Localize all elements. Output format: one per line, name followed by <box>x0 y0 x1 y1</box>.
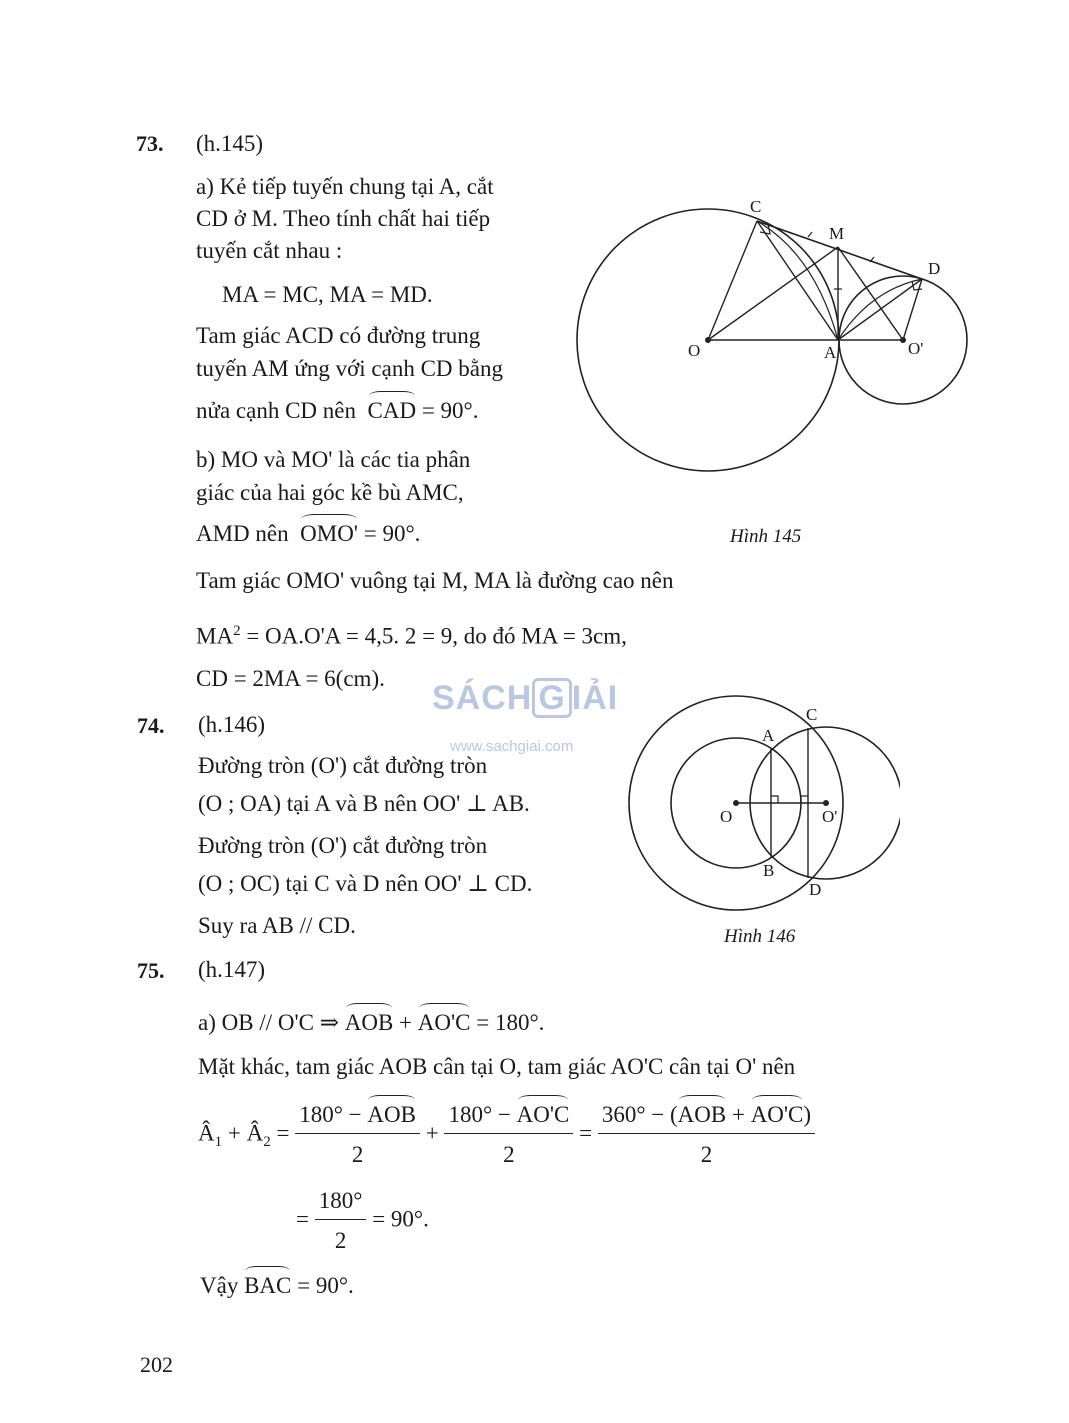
p74-line-1: Đường tròn (O') cắt đường tròn <box>198 753 488 778</box>
p73-a6-value: = 90°. <box>421 398 479 423</box>
p73-line-a3: tuyến cắt nhau : <box>196 238 343 263</box>
p74-line-5: Suy ra AB // CD. <box>198 913 356 938</box>
fig145-label-m: M <box>829 224 845 243</box>
fraction-3-denominator: 2 <box>700 1142 713 1167</box>
p73-c2-ma: MA <box>196 623 234 649</box>
fig146-label-c: C <box>806 705 818 724</box>
fig146-label-o: O <box>720 807 733 826</box>
fraction-plus: + <box>425 1120 439 1146</box>
p75-a-pre: a) OB // O'C ⇒ <box>198 1010 339 1035</box>
fraction-3-angle-aoc: AO'C <box>751 1100 804 1130</box>
watermark-logo-right: IẢI <box>571 679 619 717</box>
fraction-3-num-text: 360° − ( <box>601 1102 678 1127</box>
p75-lhs1: Â <box>198 1120 215 1146</box>
p73-line-c1: Tam giác OMO' vuông tại M, MA là đường cao nên <box>196 568 674 593</box>
p74-line-4: (O ; OC) tại C và D nên OO' ⊥ CD. <box>198 871 533 896</box>
fraction-2-num-text: 180° − <box>448 1102 517 1127</box>
angle-bac: BAC <box>244 1271 291 1301</box>
watermark-logo-g: G <box>532 678 571 718</box>
p73-c2-rest: = OA.O'A = 4,5. 2 = 9, do đó MA = 3cm, <box>240 623 627 649</box>
p73-c2-sup: 2 <box>233 623 241 639</box>
p74-line-3: Đường tròn (O') cắt đường tròn <box>198 833 488 858</box>
fig145-label-d: D <box>928 259 941 278</box>
p73-line-b1: b) MO và MO' là các tia phân <box>196 447 471 472</box>
fig146-label-a: A <box>762 726 775 745</box>
fig145-label-o-prime: O' <box>908 339 924 358</box>
p73-line-b3 <box>196 519 420 549</box>
p73-line-c3: CD = 2MA = 6(cm). <box>196 666 385 691</box>
fraction-3-angle-aob: AOB <box>678 1100 727 1130</box>
p75-g-value: = 90°. <box>372 1206 429 1232</box>
fraction-1-num-text: 180° − <box>299 1102 368 1127</box>
fraction-1-numerator <box>295 1100 420 1134</box>
fig146-label-o-prime: O' <box>822 807 838 826</box>
page-number: 202 <box>140 1352 173 1377</box>
fig145-label-a: A <box>824 343 837 362</box>
fig145-label-c: C <box>750 197 762 216</box>
p75-v-pre: Vậy <box>200 1273 245 1298</box>
fraction-eq: = <box>579 1120 593 1146</box>
p75-lhs-eq: = <box>270 1120 296 1146</box>
p73-b3-value: = 90°. <box>363 521 421 546</box>
problem-73-ref: (h.145) <box>196 131 264 156</box>
p75-formula-2 <box>296 1186 429 1256</box>
watermark-logo-left: SÁCH <box>432 679 533 717</box>
watermark-url: www.sachgiai.com <box>450 738 574 755</box>
p73-line-b2: giác của hai góc kề bù AMC, <box>196 480 464 505</box>
p73-line-a2: CD ở M. Theo tính chất hai tiếp <box>196 206 491 231</box>
fraction-3-close: ) <box>803 1102 812 1127</box>
p73-line-a6 <box>196 396 479 426</box>
angle-cad: CAD <box>368 396 417 426</box>
fraction-3-plus: + <box>726 1102 751 1127</box>
p75-lhs1-sub: 1 <box>214 1133 223 1150</box>
p73-line-a5: tuyến AM ứng với cạnh CD bằng <box>196 356 503 381</box>
p75-lhs2-sub: 2 <box>263 1133 271 1150</box>
p73-b3-text: AMD nên <box>196 521 289 546</box>
p75-a-plus: + <box>393 1010 418 1035</box>
problem-75-ref: (h.147) <box>198 957 266 982</box>
p73-line-a4: Tam giác ACD có đường trung <box>196 323 481 348</box>
fraction-2-denominator: 2 <box>503 1142 515 1167</box>
angle-aoc: AO'C <box>418 1008 471 1038</box>
problem-75-number: 75. <box>137 958 165 983</box>
p75-a-value: = 180°. <box>470 1010 545 1035</box>
angle-aob: AOB <box>345 1008 394 1038</box>
p74-line-2: (O ; OA) tại A và B nên OO' ⊥ AB. <box>198 791 530 816</box>
p75-line-a <box>198 1008 544 1038</box>
p75-lhs2: Â <box>246 1120 264 1146</box>
fig146-label-b: B <box>763 861 775 880</box>
fraction-1-denominator: 2 <box>351 1142 364 1167</box>
problem-73-number: 73. <box>136 131 164 156</box>
p73-line-c2 <box>196 616 627 652</box>
fraction-2-numerator <box>444 1100 573 1134</box>
fraction-1 <box>295 1100 420 1170</box>
fraction-3-numerator <box>598 1100 815 1134</box>
p75-v-value: = 90°. <box>291 1273 354 1298</box>
figure-145 <box>560 180 990 520</box>
problem-74-ref: (h.146) <box>198 712 266 737</box>
p73-line-a1: a) Kẻ tiếp tuyến chung tại A, cắt <box>196 174 494 199</box>
p75-g-eq: = <box>296 1206 315 1232</box>
fraction-4-denominator: 2 <box>334 1228 347 1253</box>
fraction-3 <box>598 1100 815 1170</box>
figure-145-caption: Hình 145 <box>730 526 802 547</box>
fig145-label-o: O <box>688 341 701 360</box>
figure-146-caption: Hình 146 <box>724 926 796 947</box>
fraction-4-numerator: 180° <box>315 1186 367 1220</box>
p75-conclusion <box>200 1271 354 1301</box>
fig146-label-d: D <box>809 880 822 899</box>
p75-formula-1 <box>198 1100 815 1170</box>
fraction-2 <box>444 1100 573 1170</box>
p75-line-2: Mặt khác, tam giác AOB cân tại O, tam giác AO'C cân tại O' nên <box>198 1054 796 1079</box>
problem-74-number: 74. <box>137 713 165 738</box>
p75-lhs-plus: + <box>222 1120 247 1146</box>
fraction-2-angle-aoc: AO'C <box>517 1100 570 1130</box>
fraction-4 <box>315 1186 367 1256</box>
figure-146 <box>620 690 900 920</box>
p73-a6-text: nửa cạnh CD nên <box>196 398 357 423</box>
fraction-1-angle-aob: AOB <box>367 1100 416 1130</box>
watermark-logo <box>432 678 618 718</box>
angle-omo: OMO' <box>300 519 358 549</box>
p73-equation-1: MA = MC, MA = MD. <box>222 282 433 307</box>
